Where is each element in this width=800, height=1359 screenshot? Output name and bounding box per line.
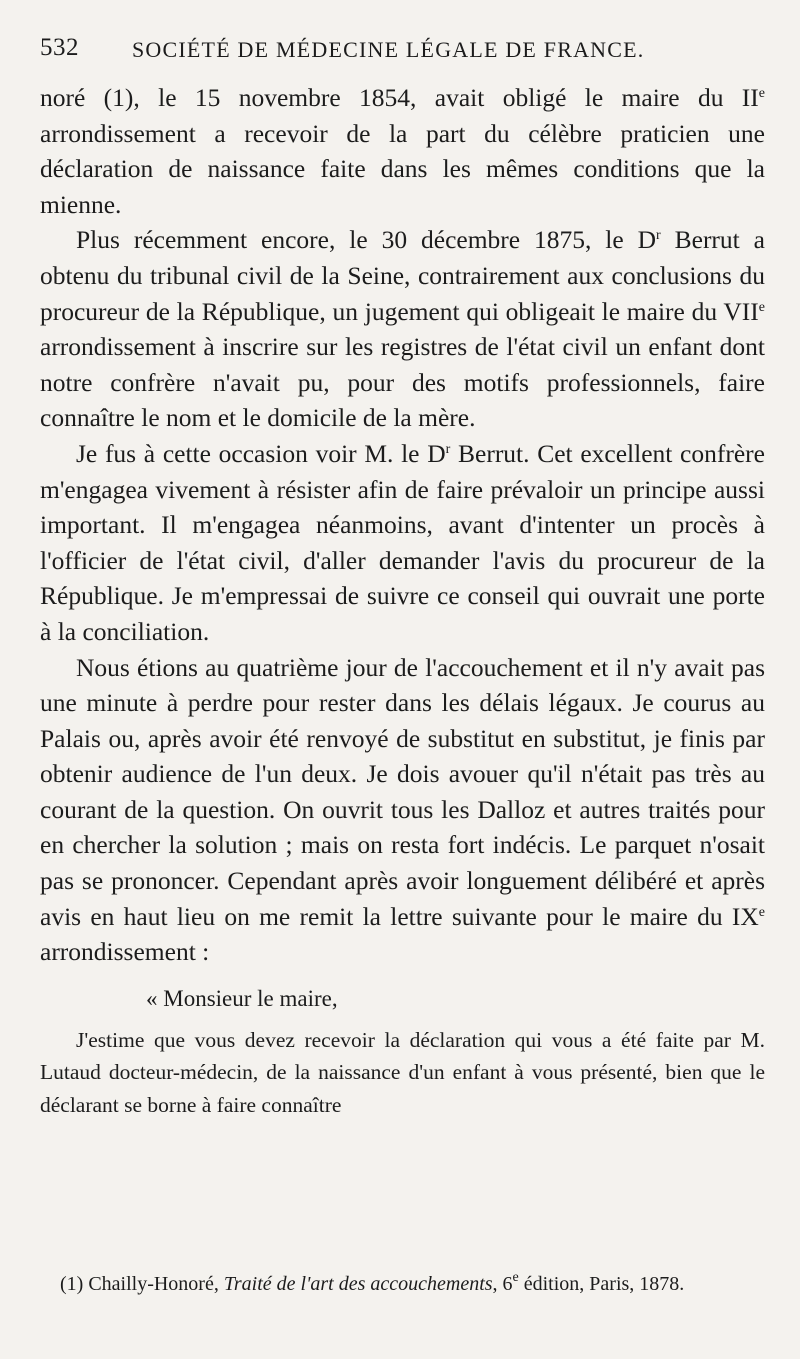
paragraph xyxy=(40,222,765,436)
letter-salutation: « Monsieur le maire, xyxy=(146,985,338,1011)
superscript: e xyxy=(758,299,765,315)
text-run: Berrut. Cet excellent confrère m'engagea vivement à résister afin de faire prévaloir un principe aussi important. Il m'engagea néanmoins, avant d'intenter un procès à l'officier de l'état civil, d'aller demander l'avis du procureur de la République. Je m'empressai de suivre ce conseil qui ouvrait une porte à la conciliation. xyxy=(40,438,765,646)
footnote-title: Traité de l'art des accouchements xyxy=(223,1273,493,1295)
text-run: Je fus à cette occasion voir M. le D xyxy=(76,438,446,468)
letter-body: J'estime que vous devez recevoir la déclaration qui vous a été faite par M. Lutaud docteur-médecin, de la naissance d'un enfant à vous présenté, bien que le déclarant se borne à faire connaître xyxy=(40,1027,765,1117)
paragraph xyxy=(40,650,765,970)
page-number: 532 xyxy=(40,34,79,61)
text-run: Berrut a obtenu du tribunal civil de la Seine, contrairement aux conclusions du procureur de la République, un jugement qui obligeait le maire du VII xyxy=(40,225,765,326)
text-run: arrondissement : xyxy=(40,937,210,967)
text-run: arrondissement à inscrire sur les registres de l'état civil un enfant dont notre confrère n'avait pu, pour des motifs professionnels, faire connaître le nom et le domicile de la mère. xyxy=(40,332,765,433)
page-header xyxy=(40,34,765,64)
footnote xyxy=(60,1270,765,1298)
text-run: Nous étions au quatrième jour de l'accouchement et il n'y avait pas une minute à perdre pour rester dans les délais légaux. Je courus au Palais ou, après avoir été renvoyé de substitut en substitut, je finis par obtenir audience de l'un deux. Je dois avouer qu'il n'était pas très au courant de la question. On ouvrit tous les Dalloz et autres traités pour en chercher la solution ; mais on resta fort indécis. Le parquet n'osait pas se prononcer. Cependant après avoir longuement délibéré et après avis en haut lieu on me remit la lettre suivante pour le maire du IX xyxy=(40,652,765,931)
text-run: , 6 xyxy=(492,1273,513,1295)
text-run: arrondissement a recevoir de la part du célèbre praticien une déclaration de naissance faite dans les mêmes conditions que la mienne. xyxy=(40,118,765,219)
superscript: r xyxy=(445,441,451,457)
superscript: e xyxy=(512,1270,519,1285)
superscript: r xyxy=(656,228,661,244)
running-title: SOCIÉTÉ DE MÉDECINE LÉGALE DE FRANCE. xyxy=(132,37,645,62)
paragraph-continued xyxy=(40,80,765,222)
page-body xyxy=(40,80,765,1121)
text-run: noré (1), le 15 novembre 1854, avait obligé le maire du II xyxy=(40,83,759,112)
superscript: e xyxy=(758,86,765,101)
text-run: édition, Paris, 1878. xyxy=(518,1273,685,1295)
text-run: Plus récemment encore, le 30 décembre 1875, le D xyxy=(76,225,657,255)
footnote-marker: (1) Chailly-Honoré, xyxy=(60,1273,224,1295)
paragraph xyxy=(40,436,765,650)
superscript: e xyxy=(758,904,765,920)
